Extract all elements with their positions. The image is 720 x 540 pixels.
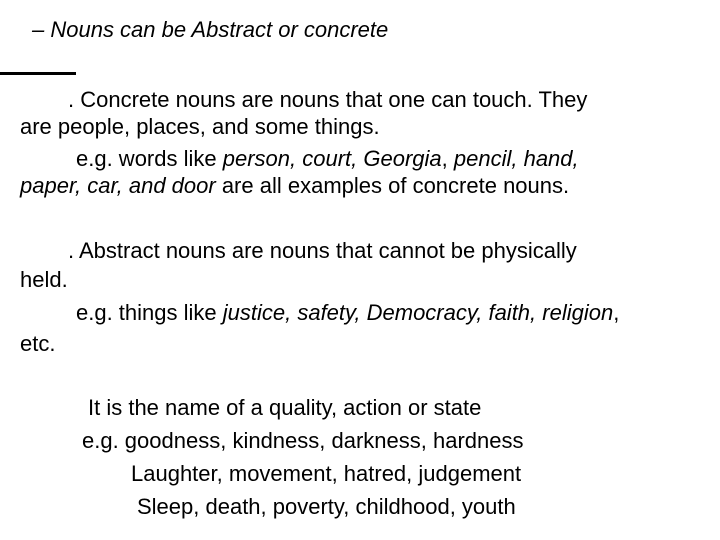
abstract-example-prefix: e.g. things like	[76, 300, 223, 325]
quality-line-2: e.g. goodness, kindness, darkness, hardness	[82, 428, 524, 453]
abstract-line-2: held.	[20, 267, 68, 292]
concrete-example-comma: ,	[441, 146, 454, 171]
concrete-line-1: . Concrete nouns are nouns that one can touch. They	[68, 87, 588, 112]
concrete-example-italic-2: pencil, hand,	[453, 146, 579, 171]
concrete-example-rest: are all examples of concrete nouns.	[215, 173, 570, 198]
divider-rule	[0, 72, 76, 75]
concrete-example-prefix: e.g. words like	[76, 146, 223, 171]
concrete-example-line-1	[76, 146, 579, 172]
abstract-example-italic: justice, safety, Democracy, faith, religion	[222, 300, 614, 325]
quality-line-1: It is the name of a quality, action or state	[88, 395, 482, 420]
concrete-line-2: are people, places, and some things.	[20, 114, 380, 139]
concrete-example-italic-3: paper, car, and door	[20, 173, 216, 198]
slide-title: – Nouns can be Abstract or concrete	[32, 17, 389, 42]
quality-line-3: Laughter, movement, hatred, judgement	[131, 461, 522, 486]
quality-line-4: Sleep, death, poverty, childhood, youth	[137, 494, 516, 519]
abstract-example-line-2: etc.	[20, 331, 56, 356]
abstract-example-suffix: ,	[613, 300, 620, 325]
abstract-example-line-1	[76, 300, 619, 326]
concrete-example-line-2	[20, 173, 569, 199]
concrete-example-italic: person, court, Georgia	[222, 146, 442, 171]
abstract-line-1: . Abstract nouns are nouns that cannot be physically	[68, 238, 577, 263]
